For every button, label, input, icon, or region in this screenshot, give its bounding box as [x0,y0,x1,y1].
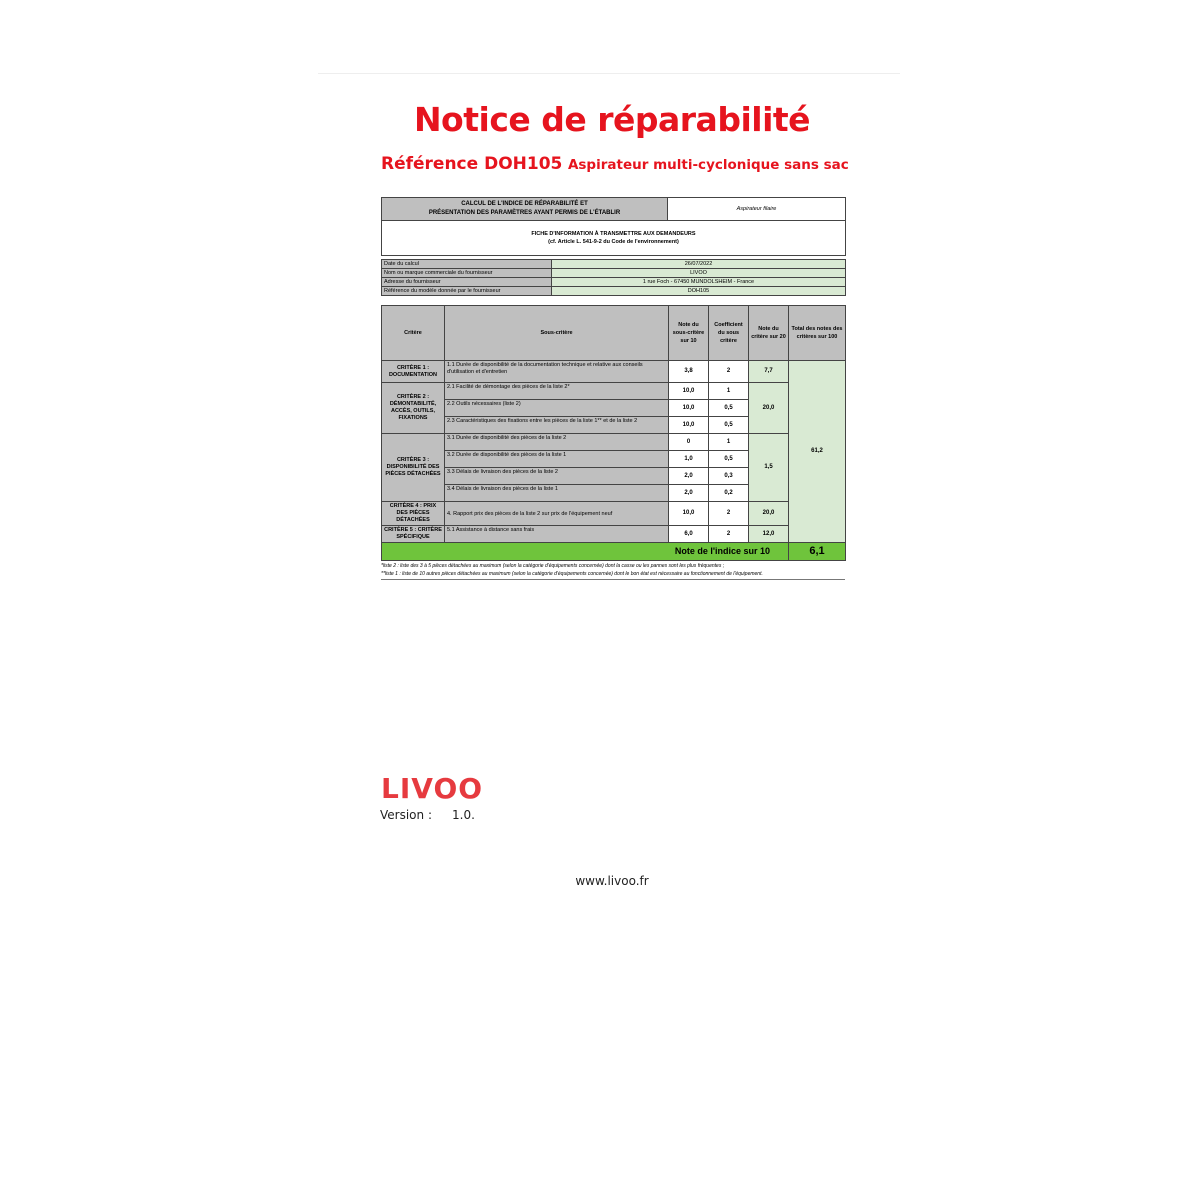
subcriterion-label: 2.2 Outils nécessaires (liste 2) [445,400,669,417]
info-label: Référence du modèle donnée par le fournisseur [382,287,552,296]
info-label: Date du calcul [382,260,552,269]
criterion-score: 7,7 [749,361,789,383]
criterion-score: 20,0 [749,383,789,434]
subcriterion-coef: 1 [709,434,749,451]
subcriterion-coef: 2 [709,526,749,543]
product-reference: Référence DOH105 [381,154,563,174]
subcriterion-note: 0 [669,434,709,451]
supplier-info-table [381,259,846,296]
subcriterion-note: 1,0 [669,451,709,468]
subcriterion-coef: 0,5 [709,417,749,434]
version-label: Version : [380,808,432,822]
col-critere: Critère [382,306,445,361]
fiche-line1: FICHE D'INFORMATION À TRANSMETTRE AUX DEMANDEURS [531,231,696,237]
subcriterion-coef: 1 [709,383,749,400]
subcriterion-note: 10,0 [669,417,709,434]
col-note-sous-critere: Note du sous-critère sur 10 [669,306,709,361]
website-link[interactable]: www.livoo.fr [575,874,649,888]
subcriterion-label: 5.1 Assistance à distance sans frais [445,526,669,543]
subcriterion-coef: 0,3 [709,468,749,485]
subcriterion-coef: 2 [709,502,749,526]
subcriterion-note: 6,0 [669,526,709,543]
final-score-label: Note de l'indice sur 10 [382,543,789,561]
criterion-name: CRITÈRE 4 : PRIX DES PIÈCES DÉTACHÉES [382,502,445,526]
info-value: 26/07/2022 [552,260,846,269]
col-coefficient: Coefficient du sous critère [709,306,749,361]
info-value: LIVOO [552,269,846,278]
sheet-heading-line1: CALCUL DE L'INDICE DE RÉPARABILITÉ ET [461,201,588,207]
subcriterion-label: 2.3 Caractéristiques des fixations entre les pièces de la liste 1** et de la liste 2 [445,417,669,434]
criterion-score: 20,0 [749,502,789,526]
subcriterion-coef: 2 [709,361,749,383]
version-value: 1.0. [452,808,475,822]
criterion-score: 1,5 [749,434,789,502]
subcriterion-label: 2.1 Facilité de démontage des pièces de la liste 2* [445,383,669,400]
fiche-information [382,221,846,256]
fiche-line2: (cf. Article L. 541-9-2 du Code de l'environnement) [548,239,679,245]
sheet-heading [382,198,668,221]
col-sous-critere: Sous-critère [445,306,669,361]
criteria-total: 61,2 [789,361,846,543]
repairability-sheet [381,197,845,580]
sheet-header-table [381,197,846,256]
criterion-name: CRITÈRE 2 : DÉMONTABILITÉ, ACCÈS, OUTILS, FIXATIONS [382,383,445,434]
criterion-name: CRITÈRE 3 : DISPONIBILITÉ DES PIÈCES DÉTACHÉES [382,434,445,502]
subcriterion-note: 3,8 [669,361,709,383]
sheet-heading-line2: PRÉSENTATION DES PARAMÈTRES AYANT PERMIS DE L'ÉTABLIR [428,210,621,216]
subcriterion-label: 4. Rapport prix des pièces de la liste 2 sur prix de l'équipement neuf [445,502,669,526]
subcriterion-label: 3.1 Durée de disponibilité des pièces de la liste 2 [445,434,669,451]
livoo-logo: LIVOO [381,772,484,805]
page-subtitle [381,154,849,174]
info-value: 1 rue Foch - 67450 MUNDOLSHEIM - France [552,278,846,287]
subcriterion-label: 3.3 Délais de livraison des pièces de la liste 2 [445,468,669,485]
subcriterion-note: 10,0 [669,400,709,417]
subcriterion-note: 2,0 [669,468,709,485]
footnotes [381,562,845,580]
subcriterion-coef: 0,2 [709,485,749,502]
footnote-liste-2: *liste 2 : liste des 3 à 5 pièces détachées au maximum (selon la catégorie d'équipements concernée) dont la casse ou les pannes sont les plus fréquentes ; [381,563,725,569]
criteria-table [381,305,846,561]
criterion-name: CRITÈRE 1 : DOCUMENTATION [382,361,445,383]
subcriterion-label: 3.2 Durée de disponibilité des pièces de la liste 1 [445,451,669,468]
product-description: Aspirateur multi-cyclonique sans sac [567,157,849,173]
criterion-name: CRITÈRE 5 : CRITÈRE SPÉCIFIQUE [382,526,445,543]
page-top-rule [318,73,900,74]
criterion-score: 12,0 [749,526,789,543]
subcriterion-coef: 0,5 [709,400,749,417]
info-label: Nom ou marque commerciale du fournisseur [382,269,552,278]
subcriterion-note: 2,0 [669,485,709,502]
info-value: DOH105 [552,287,846,296]
info-label: Adresse du fournisseur [382,278,552,287]
page-title: Notice de réparabilité [413,100,811,139]
subcriterion-coef: 0,5 [709,451,749,468]
subcriterion-note: 10,0 [669,383,709,400]
col-note-critere: Note du critère sur 20 [749,306,789,361]
footnote-liste-1: **liste 1 : liste de 10 autres pièces détachées au maximum (selon la catégorie d'équipements concernée) dont le bon état est nécessaire au fonctionnement de l'équipement. [381,571,763,577]
subcriterion-note: 10,0 [669,502,709,526]
final-score-value: 6,1 [789,543,846,561]
subcriterion-label: 3.4 Délais de livraison des pièces de la liste 1 [445,485,669,502]
col-total: Total des notes des critères sur 100 [789,306,846,361]
equipment-category: Aspirateur filaire [668,198,846,221]
subcriterion-label: 1.1 Durée de disponibilité de la documentation technique et relative aux conseils d'utilisation et d'entretien [445,361,669,383]
